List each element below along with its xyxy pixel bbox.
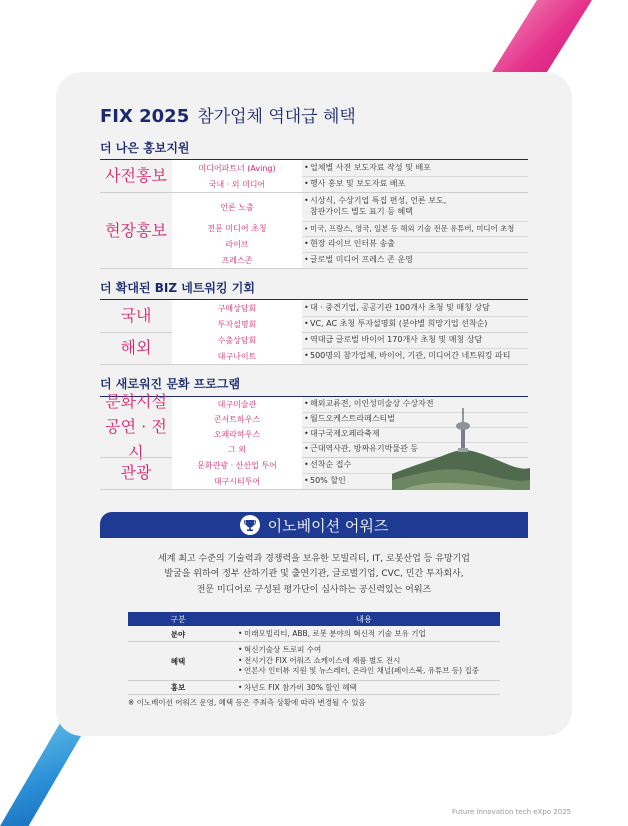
item-label: 국내 · 외 미디어 [172, 176, 302, 192]
section-heading-promotion: 더 나은 홍보지원 [100, 141, 190, 155]
item-desc: • 500명의 참가업체, 바이어, 기관, 미디어간 네트워킹 파티 [304, 350, 511, 360]
table-row [100, 252, 528, 268]
category-cell: 관광 [120, 463, 152, 483]
item-label: 대구시티투어 [172, 473, 302, 489]
row-desc: • 미래모빌리티, ABB, 로봇 분야의 혁신적 기술 보유 기업 [238, 629, 426, 639]
item-desc: • 역대급 글로벌 바이어 170개사 초청 및 매칭 상담 [304, 334, 483, 344]
item-label: 문화관광 · 산산업 투어 [172, 457, 302, 473]
category-cell: 사전홍보 [105, 166, 167, 186]
trophy-icon [240, 515, 260, 535]
promotion-table [100, 159, 528, 268]
item-desc: • 월드오케스트라페스티벌 [304, 414, 396, 424]
header-cell: 내용 [356, 615, 372, 624]
table-bottom-line [100, 268, 528, 269]
item-desc: •시상식, 수상기업 특집 편성, 언론 보도, 참관가이드 별도 표기 등 혜택 [304, 196, 447, 216]
table-row [100, 221, 528, 236]
section-heading-culture: 더 새로워진 문화 프로그램 [100, 377, 241, 391]
item-desc: • 대 · 중견기업, 공공기관 100개사 초청 및 매칭 상담 [304, 302, 490, 312]
table-row [100, 316, 528, 332]
header-cell: 구분 [170, 615, 186, 624]
awards-banner [100, 512, 528, 538]
table-row [128, 627, 500, 641]
table-row [128, 681, 500, 694]
item-label: 콘서트하우스 [172, 412, 302, 427]
item-label: 구매상담회 [172, 300, 302, 316]
table-row [100, 193, 528, 221]
awards-table-header [128, 613, 500, 626]
item-label: 언론 노출 [172, 193, 302, 221]
item-desc: • 선착순 접수 [304, 459, 352, 469]
item-desc: • 업체별 사전 보도자료 작성 및 배포 [304, 162, 431, 172]
networking-table [100, 299, 528, 364]
table-bottom-line [100, 364, 528, 365]
item-desc: • VC, AC 초청 투자설명회 (분야별 희망기업 선착순) [304, 318, 488, 328]
page-title-brand: FIX 2025 [100, 106, 190, 127]
category-cell: 국내 [120, 306, 152, 326]
table-row [100, 160, 528, 176]
item-desc: • 행사 홍보 및 보도자료 배포 [304, 178, 406, 188]
item-label: 미디어파트너 (Aving) [172, 160, 302, 176]
category-cell: 해외 [120, 338, 152, 358]
row-label: 혜택 [170, 656, 186, 666]
table-row [100, 176, 528, 192]
item-label: 수출상담회 [172, 332, 302, 348]
table-row [100, 332, 528, 348]
table-row [100, 236, 528, 252]
item-label: 라이브 [172, 236, 302, 252]
row-desc: • 차년도 FIX 참가비 30% 할인 혜택 [238, 682, 357, 692]
table-row [128, 642, 500, 680]
item-desc: • 근대역사관, 방짜유기박물관 등 [304, 444, 419, 454]
table-bottom-line [128, 694, 500, 695]
item-desc: • 대구국제오페라축제 [304, 429, 380, 439]
page-title-text: 참가업체 역대급 혜택 [197, 107, 356, 127]
awards-table [128, 612, 500, 692]
item-label: 프레스존 [172, 252, 302, 268]
footer-text: Future innovation tech eXpo 2025 [452, 808, 572, 816]
awards-note: ※ 이노베이션 어워즈 운영, 혜택 등은 주최측 상황에 따라 변경될 수 있음 [128, 698, 366, 707]
item-label: 오페라하우스 [172, 427, 302, 442]
item-desc: • 미국, 프랑스, 영국, 일본 등 해외 기술 전문 유튜버, 미디어 초청 [304, 223, 515, 233]
item-desc: • 글로벌 미디어 프레스 존 운영 [304, 254, 413, 264]
awards-banner-title: 이노베이션 어워즈 [267, 516, 389, 535]
row-label: 홍보 [170, 683, 186, 692]
item-desc: • 해외교류전, 이인성미술상 수상자전 [304, 399, 434, 409]
category-cell: 문화시설 공연 · 전시 [105, 391, 167, 462]
section-heading-networking: 더 확대된 BIZ 네트워킹 기회 [100, 281, 255, 295]
item-desc: • 현장 라이브 인터뷰 송출 [304, 238, 395, 248]
row-desc: • 혁신기술상 트로피 수여 • 전시기간 FIX 어워즈 쇼케이스에 제품 별도 전시 • 언론사 인터뷰 지원 및 뉴스레터, 온라인 채널(페이스북, 유튜브 등) 집중 [238, 644, 479, 676]
tower-mountain-image [392, 404, 530, 490]
item-label: 대구미술관 [172, 397, 302, 412]
item-label: 전문 미디어 초청 [172, 221, 302, 236]
page-title [100, 102, 356, 127]
awards-intro: 세계 최고 수준의 기술력과 경쟁력을 보유한 모빌리티, IT, 로봇산업 등 유망기업 발굴을 위하여 정부 산하기관 및 출연기관, 글로벌기업, CVC, 민간 투자회사, 전문 미디어로 구성된 평가단이 심사하는 공신력있는 어워즈 [158, 554, 470, 595]
table-row [100, 348, 528, 364]
item-desc: • 50% 할인 [304, 475, 346, 485]
table-row [100, 300, 528, 316]
item-label: 대구나이트 [172, 348, 302, 364]
item-label: 투자설명회 [172, 316, 302, 332]
category-cell: 현장홍보 [105, 220, 167, 240]
row-label: 분야 [170, 629, 186, 639]
item-label: 그 외 [172, 442, 302, 457]
